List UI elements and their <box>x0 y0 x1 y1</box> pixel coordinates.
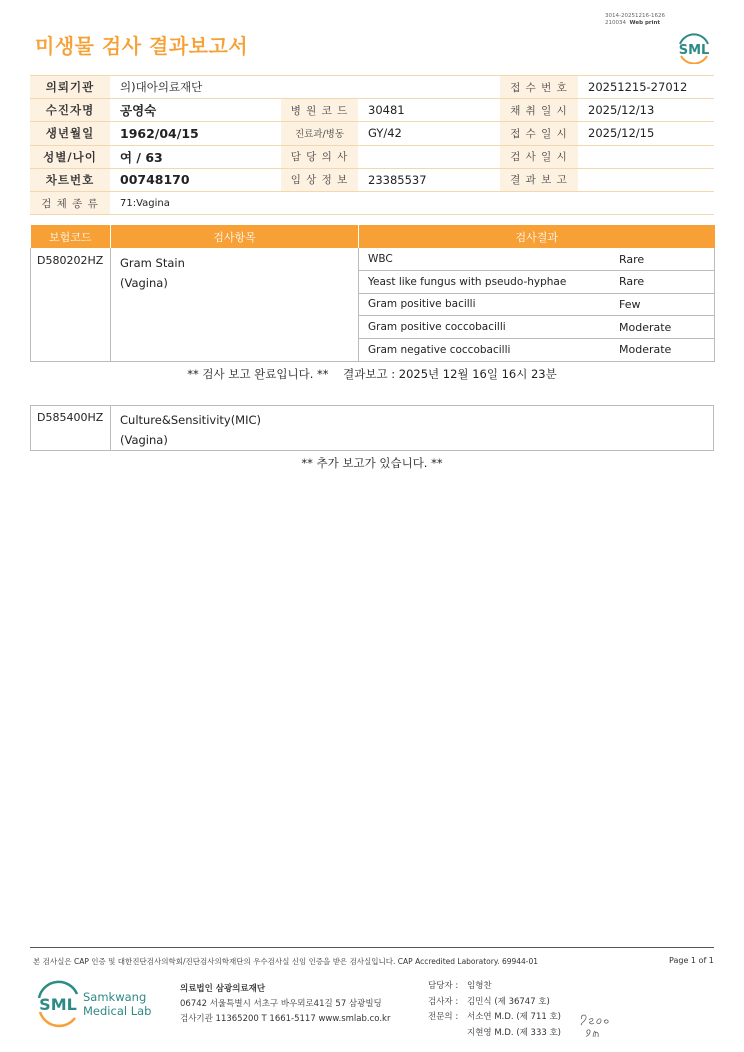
organism-result: Few <box>619 293 714 316</box>
logo-line2: Medical Lab <box>83 1004 152 1018</box>
receipt-date-value: 2025/12/15 <box>578 122 714 145</box>
result-row <box>359 248 714 271</box>
certification-note: 본 검사실은 CAP 인증 및 대한진단검사의학회/진단검사의학재단의 우수검사실 신임 인증을 받은 검사실입니다. CAP Accredited Laboratory. 69944-01 <box>33 957 539 966</box>
print-meta <box>605 13 665 27</box>
footer-divider <box>30 947 714 948</box>
organism-result: Rare <box>619 248 714 271</box>
logo-line1: Samkwang <box>83 990 147 1004</box>
staff-role: 검사자 : <box>428 996 459 1007</box>
organism-name: Yeast like fungus with pseudo-hyphae <box>359 271 619 294</box>
test-specimen: (Vagina) <box>120 433 168 447</box>
print-code-line <box>605 20 665 27</box>
name-value: 공영숙 <box>110 99 281 122</box>
sml-logo-icon <box>674 28 714 64</box>
staff-person: 지현영 M.D. (제 333 호) <box>467 1027 562 1038</box>
test-name: Culture&Sensitivity(MIC) <box>120 413 262 427</box>
organism-name: Gram negative coccobacilli <box>368 343 511 356</box>
result-row <box>359 271 714 294</box>
sex-age-label: 성별/나이 <box>30 145 110 168</box>
test-name: Gram Stain <box>120 256 185 270</box>
specimen-label: 검 체 종 류 <box>30 191 110 214</box>
doctor-value <box>358 145 500 168</box>
institution-info <box>180 982 390 1027</box>
organism-result: Moderate <box>619 316 714 339</box>
org-address: 06742 서울특별시 서초구 바우뫼로41길 57 삼광빌딩 <box>180 999 382 1009</box>
staff-person: 김민식 (제 36747 호) <box>467 996 550 1007</box>
sex-age-value: 여 / 63 <box>110 145 281 168</box>
result-cell <box>359 248 715 361</box>
doctor-label: 담 당 의 사 <box>281 145 358 168</box>
test-specimen: (Vagina) <box>120 276 168 290</box>
report-value <box>578 168 714 191</box>
result-row <box>359 338 714 361</box>
test-date-value <box>578 145 714 168</box>
test-code: D585400HZ <box>31 406 111 450</box>
info-row <box>30 191 714 214</box>
test-code: D580202HZ <box>31 248 111 361</box>
result-subtable <box>359 248 714 361</box>
print-id: 3014-20251216-1626 <box>605 13 665 19</box>
chart-no-label: 차트번호 <box>30 168 110 191</box>
col-code-header: 보험코드 <box>31 225 111 248</box>
report-label: 결 과 보 고 <box>500 168 578 191</box>
institution-value: 의)대아의료재단 <box>110 76 500 99</box>
culture-test-box <box>30 405 714 451</box>
dept-value: GY/42 <box>358 122 500 145</box>
report-time: 결과보고 : 2025년 12월 16일 16시 23분 <box>343 367 557 381</box>
clinical-value: 23385537 <box>358 168 500 191</box>
hospital-code-label: 병 원 코 드 <box>281 99 358 122</box>
birth-label: 생년월일 <box>30 122 110 145</box>
org-name: 의료법인 삼광의료재단 <box>180 984 266 994</box>
staff-role: 담당자 : <box>428 981 459 991</box>
test-item <box>111 406 261 450</box>
clinical-label: 임 상 정 보 <box>281 168 358 191</box>
col-result-header: 검사결과 <box>359 225 715 248</box>
chart-no-value: 00748170 <box>110 168 281 191</box>
test-date-label: 검 사 일 시 <box>500 145 578 168</box>
staff-person: 임형찬 <box>467 981 492 991</box>
organism-result: Rare <box>619 271 714 294</box>
collect-date-label: 채 취 일 시 <box>500 99 578 122</box>
collect-date-value: 2025/12/13 <box>578 99 714 122</box>
patient-info-table <box>30 75 714 215</box>
organism-name: WBC <box>359 248 619 271</box>
logo-abbr: SML <box>39 995 77 1014</box>
page-title: 미생물 검사 결과보고서 <box>35 34 249 58</box>
receipt-no-label: 접 수 번 호 <box>500 76 578 99</box>
staff-row <box>428 1026 561 1042</box>
info-row <box>30 145 714 168</box>
staff-role: 전문의 : <box>428 1012 459 1022</box>
additional-report-note: ** 추가 보고가 있습니다. ** <box>301 456 443 470</box>
staff-row <box>428 1010 561 1026</box>
receipt-no-value: 20251215-27012 <box>578 76 714 99</box>
test-item <box>111 248 359 361</box>
hospital-code-value: 30481 <box>358 99 500 122</box>
staff-role <box>428 1026 467 1042</box>
receipt-date-label: 접 수 일 시 <box>500 122 578 145</box>
org-contact: 검사기관 11365200 T 1661-5117 www.smlab.co.kr <box>180 1014 391 1024</box>
samkwang-logo-icon <box>37 980 157 1028</box>
organism-name: Gram positive coccobacilli <box>359 316 619 339</box>
institution-label: 의뢰기관 <box>30 76 110 99</box>
report-status-line <box>0 366 744 382</box>
info-row <box>30 99 714 122</box>
table-row <box>31 248 715 361</box>
logo-text: SML <box>678 43 710 58</box>
results-header <box>31 225 715 248</box>
signature-icon <box>578 1010 618 1040</box>
staff-row <box>428 979 561 995</box>
staff-list <box>428 979 561 1041</box>
name-label: 수진자명 <box>30 99 110 122</box>
info-row <box>30 76 714 99</box>
info-row <box>30 168 714 191</box>
organism-result: Moderate <box>619 343 672 357</box>
print-label: Web print <box>629 20 661 26</box>
birth-value: 1962/04/15 <box>110 122 281 145</box>
result-row <box>359 293 714 316</box>
organism-name: Gram positive bacilli <box>359 293 619 316</box>
page-number: Page 1 of 1 <box>669 956 714 965</box>
result-row <box>359 316 714 339</box>
col-item-header: 검사항목 <box>111 225 359 248</box>
specimen-value: 71:Vagina <box>110 191 714 214</box>
dept-label: 진료과/병동 <box>281 122 358 145</box>
staff-row <box>428 995 561 1011</box>
report-complete-note: ** 검사 보고 완료입니다. ** <box>187 367 329 381</box>
staff-person: 서소연 M.D. (제 711 호) <box>467 1012 562 1022</box>
print-code: 210034 <box>605 20 626 26</box>
results-table <box>30 225 715 362</box>
info-row <box>30 122 714 145</box>
